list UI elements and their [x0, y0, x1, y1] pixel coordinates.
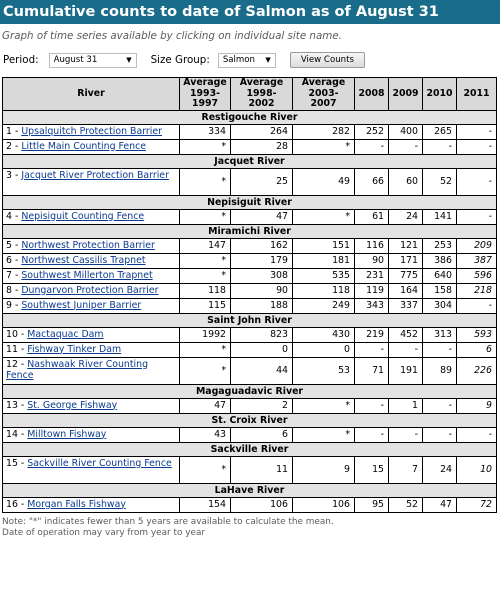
- column-header: Average 1993-1997: [180, 78, 231, 111]
- site-name-cell: [3, 238, 180, 253]
- count-cell: 9: [457, 398, 497, 413]
- site-name-cell: [3, 253, 180, 268]
- count-cell: 61: [355, 209, 389, 224]
- count-cell: -: [423, 139, 457, 154]
- river-group-row: [3, 195, 497, 209]
- count-cell: *: [293, 209, 355, 224]
- count-cell: 386: [423, 253, 457, 268]
- count-cell: 147: [180, 238, 231, 253]
- count-cell: *: [180, 139, 231, 154]
- count-cell: 162: [231, 238, 293, 253]
- count-cell: 2: [231, 398, 293, 413]
- count-cell: 164: [389, 283, 423, 298]
- count-cell: 387: [457, 253, 497, 268]
- site-number: 7 -: [6, 269, 22, 281]
- count-cell: 535: [293, 268, 355, 283]
- count-cell: 7: [389, 456, 423, 483]
- count-cell: 121: [389, 238, 423, 253]
- count-cell: 249: [293, 298, 355, 313]
- footnote-date: Date of operation may vary from year to year: [2, 527, 206, 538]
- count-cell: 430: [293, 327, 355, 342]
- site-number: 5 -: [6, 239, 22, 251]
- count-cell: 191: [389, 357, 423, 384]
- count-cell: 28: [231, 139, 293, 154]
- river-group-name: LaHave River: [3, 483, 497, 497]
- count-cell: 118: [180, 283, 231, 298]
- view-counts-button[interactable]: View Counts: [290, 52, 365, 68]
- count-cell: 596: [457, 268, 497, 283]
- river-group-name: Jacquet River: [3, 154, 497, 168]
- site-link[interactable]: Northwest Protection Barrier: [21, 239, 155, 251]
- count-cell: 308: [231, 268, 293, 283]
- column-header: River: [3, 78, 180, 111]
- column-header: 2010: [423, 78, 457, 111]
- river-group-name: Miramichi River: [3, 224, 497, 238]
- site-number: 4 -: [6, 210, 22, 222]
- site-number: 1 -: [6, 125, 22, 137]
- count-cell: 116: [355, 238, 389, 253]
- count-cell: 304: [423, 298, 457, 313]
- site-name-cell: [3, 298, 180, 313]
- river-group-row: [3, 313, 497, 327]
- count-cell: 47: [423, 497, 457, 512]
- table-row: [3, 209, 497, 224]
- site-name-cell: [3, 327, 180, 342]
- count-cell: 253: [423, 238, 457, 253]
- site-number: 13 -: [6, 399, 28, 411]
- footnote-mean: Note: "*" indicates fewer than 5 years are available to calculate the mean.: [2, 516, 334, 527]
- site-link[interactable]: Southwest Juniper Barrier: [21, 299, 142, 311]
- site-link[interactable]: St. George Fishway: [27, 399, 118, 411]
- count-cell: *: [180, 209, 231, 224]
- count-cell: 775: [389, 268, 423, 283]
- count-cell: 25: [231, 168, 293, 195]
- page-subtitle: Graph of time series available by clicking on individual site name.: [2, 30, 342, 42]
- count-cell: 72: [457, 497, 497, 512]
- site-link[interactable]: Southwest Millerton Trapnet: [21, 269, 153, 281]
- period-select[interactable]: [49, 53, 137, 68]
- site-name-cell: [3, 268, 180, 283]
- table-row: [3, 497, 497, 512]
- table-row: [3, 283, 497, 298]
- chevron-down-icon: ▼: [265, 56, 271, 64]
- count-cell: 265: [423, 124, 457, 139]
- count-cell: 6: [457, 342, 497, 357]
- count-cell: 151: [293, 238, 355, 253]
- count-cell: 66: [355, 168, 389, 195]
- table-row: [3, 427, 497, 442]
- count-cell: 226: [457, 357, 497, 384]
- count-cell: 343: [355, 298, 389, 313]
- river-group-name: Saint John River: [3, 313, 497, 327]
- river-group-row: [3, 413, 497, 427]
- count-cell: *: [180, 168, 231, 195]
- count-cell: 231: [355, 268, 389, 283]
- site-name-cell: [3, 398, 180, 413]
- chevron-down-icon: ▼: [126, 56, 132, 64]
- count-cell: 95: [355, 497, 389, 512]
- count-cell: 24: [389, 209, 423, 224]
- count-cell: 44: [231, 357, 293, 384]
- site-name-cell: [3, 357, 180, 384]
- site-number: 6 -: [6, 254, 22, 266]
- count-cell: 115: [180, 298, 231, 313]
- river-group-name: Nepisiguit River: [3, 195, 497, 209]
- site-number: 11 -: [6, 343, 28, 355]
- count-cell: 188: [231, 298, 293, 313]
- river-group-row: [3, 442, 497, 456]
- site-name-cell: [3, 497, 180, 512]
- site-link[interactable]: Morgan Falls Fishway: [27, 498, 126, 510]
- count-cell: 154: [180, 497, 231, 512]
- count-cell: 9: [293, 456, 355, 483]
- count-cell: 106: [293, 497, 355, 512]
- count-cell: 47: [180, 398, 231, 413]
- count-cell: 71: [355, 357, 389, 384]
- site-link[interactable]: Dungarvon Protection Barrier: [21, 284, 159, 296]
- site-name-cell: [3, 168, 180, 195]
- column-header: 2009: [389, 78, 423, 111]
- table-row: [3, 398, 497, 413]
- count-cell: 52: [389, 497, 423, 512]
- count-cell: 452: [389, 327, 423, 342]
- count-cell: 282: [293, 124, 355, 139]
- count-cell: -: [355, 427, 389, 442]
- count-cell: 181: [293, 253, 355, 268]
- column-header: Average 1998-2002: [231, 78, 293, 111]
- count-cell: 823: [231, 327, 293, 342]
- site-number: 3 -: [6, 169, 22, 181]
- count-cell: 89: [423, 357, 457, 384]
- count-cell: 10: [457, 456, 497, 483]
- count-cell: 1: [389, 398, 423, 413]
- table-row: [3, 253, 497, 268]
- column-header: 2008: [355, 78, 389, 111]
- site-name-cell: [3, 209, 180, 224]
- site-number: 14 -: [6, 428, 28, 440]
- table-row: [3, 139, 497, 154]
- count-cell: *: [293, 398, 355, 413]
- count-cell: 179: [231, 253, 293, 268]
- count-cell: *: [180, 357, 231, 384]
- count-cell: *: [180, 342, 231, 357]
- river-group-name: Restigouche River: [3, 110, 497, 124]
- table-row: [3, 456, 497, 483]
- site-number: 2 -: [6, 140, 22, 152]
- count-cell: -: [457, 298, 497, 313]
- count-cell: 90: [355, 253, 389, 268]
- count-cell: 593: [457, 327, 497, 342]
- table-header-row: [3, 78, 497, 111]
- count-cell: 337: [389, 298, 423, 313]
- column-header: 2011: [457, 78, 497, 111]
- count-cell: 11: [231, 456, 293, 483]
- table-body: [3, 110, 497, 512]
- site-link[interactable]: Upsalquitch Protection Barrier: [21, 125, 162, 137]
- count-cell: 219: [355, 327, 389, 342]
- river-group-row: [3, 110, 497, 124]
- table-row: [3, 357, 497, 384]
- site-name-cell: [3, 283, 180, 298]
- count-cell: 400: [389, 124, 423, 139]
- count-cell: 52: [423, 168, 457, 195]
- count-cell: -: [389, 427, 423, 442]
- count-cell: 6: [231, 427, 293, 442]
- site-link[interactable]: Fishway Tinker Dam: [27, 343, 122, 355]
- river-group-name: St. Croix River: [3, 413, 497, 427]
- site-link[interactable]: Northwest Cassilis Trapnet: [21, 254, 146, 266]
- table-row: [3, 342, 497, 357]
- column-header: Average 2003-2007: [293, 78, 355, 111]
- count-cell: *: [293, 139, 355, 154]
- period-select-value: August 31: [53, 55, 98, 65]
- table-row: [3, 168, 497, 195]
- site-link[interactable]: Nepisiguit Counting Fence: [21, 210, 145, 222]
- size-group-select-value: Salmon: [222, 55, 255, 65]
- count-cell: 47: [231, 209, 293, 224]
- site-number: 8 -: [6, 284, 22, 296]
- table-row: [3, 238, 497, 253]
- river-group-row: [3, 483, 497, 497]
- count-cell: -: [457, 124, 497, 139]
- count-cell: *: [293, 427, 355, 442]
- count-cell: 0: [231, 342, 293, 357]
- river-group-row: [3, 154, 497, 168]
- table-row: [3, 298, 497, 313]
- site-link[interactable]: Jacquet River Protection Barrier: [21, 169, 169, 181]
- count-cell: -: [389, 139, 423, 154]
- site-name-cell: [3, 342, 180, 357]
- river-group-name: Magaguadavic River: [3, 384, 497, 398]
- count-cell: 90: [231, 283, 293, 298]
- count-cell: 171: [389, 253, 423, 268]
- count-cell: 313: [423, 327, 457, 342]
- count-cell: -: [355, 139, 389, 154]
- table-row: [3, 268, 497, 283]
- site-number: 10 -: [6, 328, 28, 340]
- count-cell: 53: [293, 357, 355, 384]
- filter-controls: [0, 49, 500, 71]
- site-link[interactable]: Mactaquac Dam: [27, 328, 104, 340]
- site-link[interactable]: Milltown Fishway: [27, 428, 107, 440]
- period-label: Period:: [3, 54, 39, 66]
- count-cell: -: [355, 398, 389, 413]
- site-number: 15 -: [6, 457, 28, 469]
- count-cell: -: [389, 342, 423, 357]
- count-cell: -: [457, 168, 497, 195]
- site-number: 12 -: [6, 358, 28, 370]
- count-cell: *: [180, 253, 231, 268]
- site-name-cell: [3, 456, 180, 483]
- count-cell: -: [457, 209, 497, 224]
- count-cell: 209: [457, 238, 497, 253]
- count-cell: 0: [293, 342, 355, 357]
- count-cell: 334: [180, 124, 231, 139]
- count-cell: -: [457, 427, 497, 442]
- count-cell: 640: [423, 268, 457, 283]
- count-cell: 60: [389, 168, 423, 195]
- table-row: [3, 327, 497, 342]
- count-cell: 1992: [180, 327, 231, 342]
- page-title: Cumulative counts to date of Salmon as of August 31: [0, 0, 500, 24]
- site-link[interactable]: Nashwaak River Counting Fence: [6, 358, 149, 381]
- count-cell: *: [180, 268, 231, 283]
- count-cell: 49: [293, 168, 355, 195]
- site-number: 9 -: [6, 299, 22, 311]
- count-cell: 24: [423, 456, 457, 483]
- count-cell: -: [423, 398, 457, 413]
- count-cell: -: [355, 342, 389, 357]
- count-cell: 141: [423, 209, 457, 224]
- count-cell: 118: [293, 283, 355, 298]
- counts-table: [2, 77, 497, 513]
- site-name-cell: [3, 124, 180, 139]
- count-cell: 106: [231, 497, 293, 512]
- size-group-label: Size Group:: [150, 54, 210, 66]
- count-cell: 119: [355, 283, 389, 298]
- count-cell: *: [180, 456, 231, 483]
- count-cell: 43: [180, 427, 231, 442]
- river-group-row: [3, 384, 497, 398]
- site-link[interactable]: Little Main Counting Fence: [21, 140, 147, 152]
- count-cell: -: [423, 427, 457, 442]
- count-cell: -: [457, 139, 497, 154]
- site-name-cell: [3, 139, 180, 154]
- site-number: 16 -: [6, 498, 28, 510]
- table-row: [3, 124, 497, 139]
- site-link[interactable]: Sackville River Counting Fence: [27, 457, 172, 469]
- count-cell: 15: [355, 456, 389, 483]
- count-cell: 252: [355, 124, 389, 139]
- size-group-select[interactable]: [218, 53, 276, 68]
- river-group-name: Sackville River: [3, 442, 497, 456]
- count-cell: 158: [423, 283, 457, 298]
- site-name-cell: [3, 427, 180, 442]
- count-cell: 218: [457, 283, 497, 298]
- footnotes: [0, 513, 500, 539]
- count-cell: -: [423, 342, 457, 357]
- river-group-row: [3, 224, 497, 238]
- count-cell: 264: [231, 124, 293, 139]
